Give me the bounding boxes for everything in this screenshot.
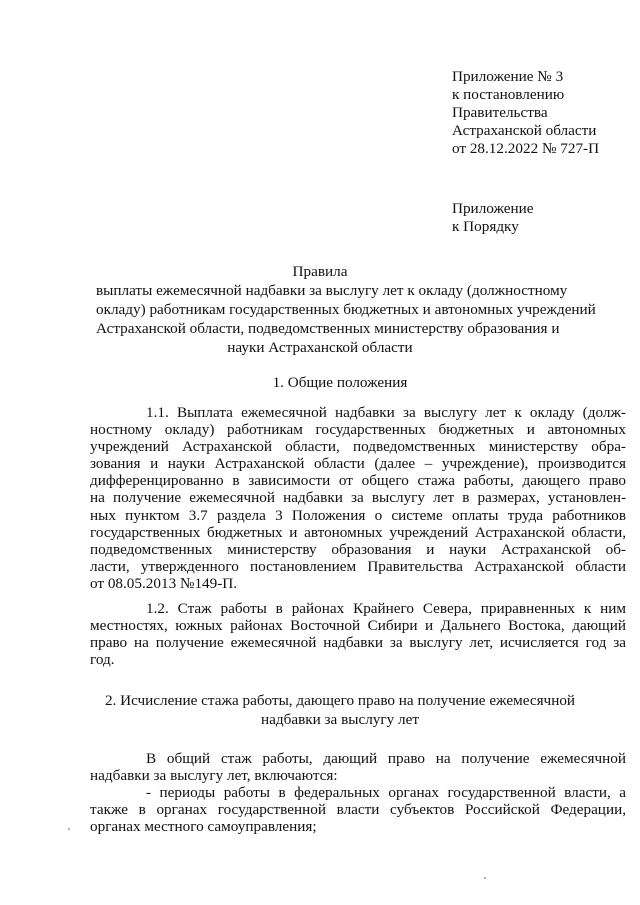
appendix-line: от 28.12.2022 № 727-П [452,140,600,157]
paragraph-line: подведомственных министерству образования и науки Астраханской об- [90,540,626,558]
title-line: Астраханской области, подведомственных министерству образования и [96,320,560,337]
appendix-line: Приложение [452,200,534,217]
appendix-line: Правительства [452,104,548,121]
paragraph-line: ностному окладу) работникам государственных бюджетных и автономных [90,421,626,439]
paragraph-line: учреждений Астраханской области, подведомственных министерству обра- [90,438,626,456]
paragraph-1-2 [90,600,626,669]
section-heading-general [60,373,620,392]
paragraph-2 [90,750,626,836]
paragraph-line: на получение ежемесячной надбавки за выслугу лет в размерах, установлен- [90,489,626,507]
paragraph-line: зования и науки Астраханской области (далее – учреждение), производится [90,455,626,473]
scan-speck [68,828,70,830]
paragraph-line: 1.1. Выплата ежемесячной надбавки за выслугу лет к окладу (долж- [146,404,626,421]
paragraph-line: местностях, южных районах Восточной Сибири и Дальнего Востока, дающий [90,617,626,635]
paragraph-line: органах местного самоуправления; [90,818,317,836]
heading-line: 1. Общие положения [272,374,408,391]
paragraph-line: также в органах государственной власти субъектов Российской Федерации, [90,801,626,819]
title-line: окладу) работникам государственных бюджетных и автономных учреждений [96,301,596,318]
title-line: выплаты ежемесячной надбавки за выслугу лет к окладу (должностному [96,282,568,299]
appendix-header [452,68,627,158]
paragraph-line: от 08.05.2013 №149-П. [90,574,238,592]
appendix-line: к постановлению [452,86,565,103]
paragraph-line: 1.2. Стаж работы в районах Крайнего Севера, приравненных к ним [146,600,626,617]
heading-line: 2. Исчисление стажа работы, дающего право на получение ежемесячной [104,692,576,709]
paragraph-line: В общий стаж работы, дающий право на получение ежемесячной [146,750,626,767]
appendix-line: Приложение № 3 [452,68,564,85]
paragraph-line: ласти, утвержденного постановлением Правительства Астраханской области [90,557,626,575]
heading-line: надбавки за выслугу лет [261,711,419,728]
document-title [96,262,596,357]
title-line: Правила [292,263,348,280]
paragraph-line: дифференцированно в зависимости от общего стажа работы, дающего право [90,472,626,490]
paragraph-line: надбавки за выслугу лет, включаются: [90,767,338,785]
appendix-to-order [452,200,627,236]
paragraph-line: ных пунктом 3.7 раздела 3 Положения о системе оплаты труда работников [90,506,626,524]
section-heading-service-calculation [60,691,620,729]
title-line: науки Астраханской области [227,339,413,356]
appendix-line: Астраханской области [452,122,597,139]
paragraph-line: государственных бюджетных и автономных учреждений Астраханской области, [90,523,626,541]
paragraph-line: право на получение ежемесячной надбавки за выслугу лет, исчисляется год за [90,634,626,652]
scan-speck [484,877,486,879]
paragraph-line: - периоды работы в федеральных органах государственной власти, а [146,784,626,802]
paragraph-1-1 [90,404,626,592]
appendix-line: к Порядку [452,218,519,235]
paragraph-line: год. [90,651,115,669]
